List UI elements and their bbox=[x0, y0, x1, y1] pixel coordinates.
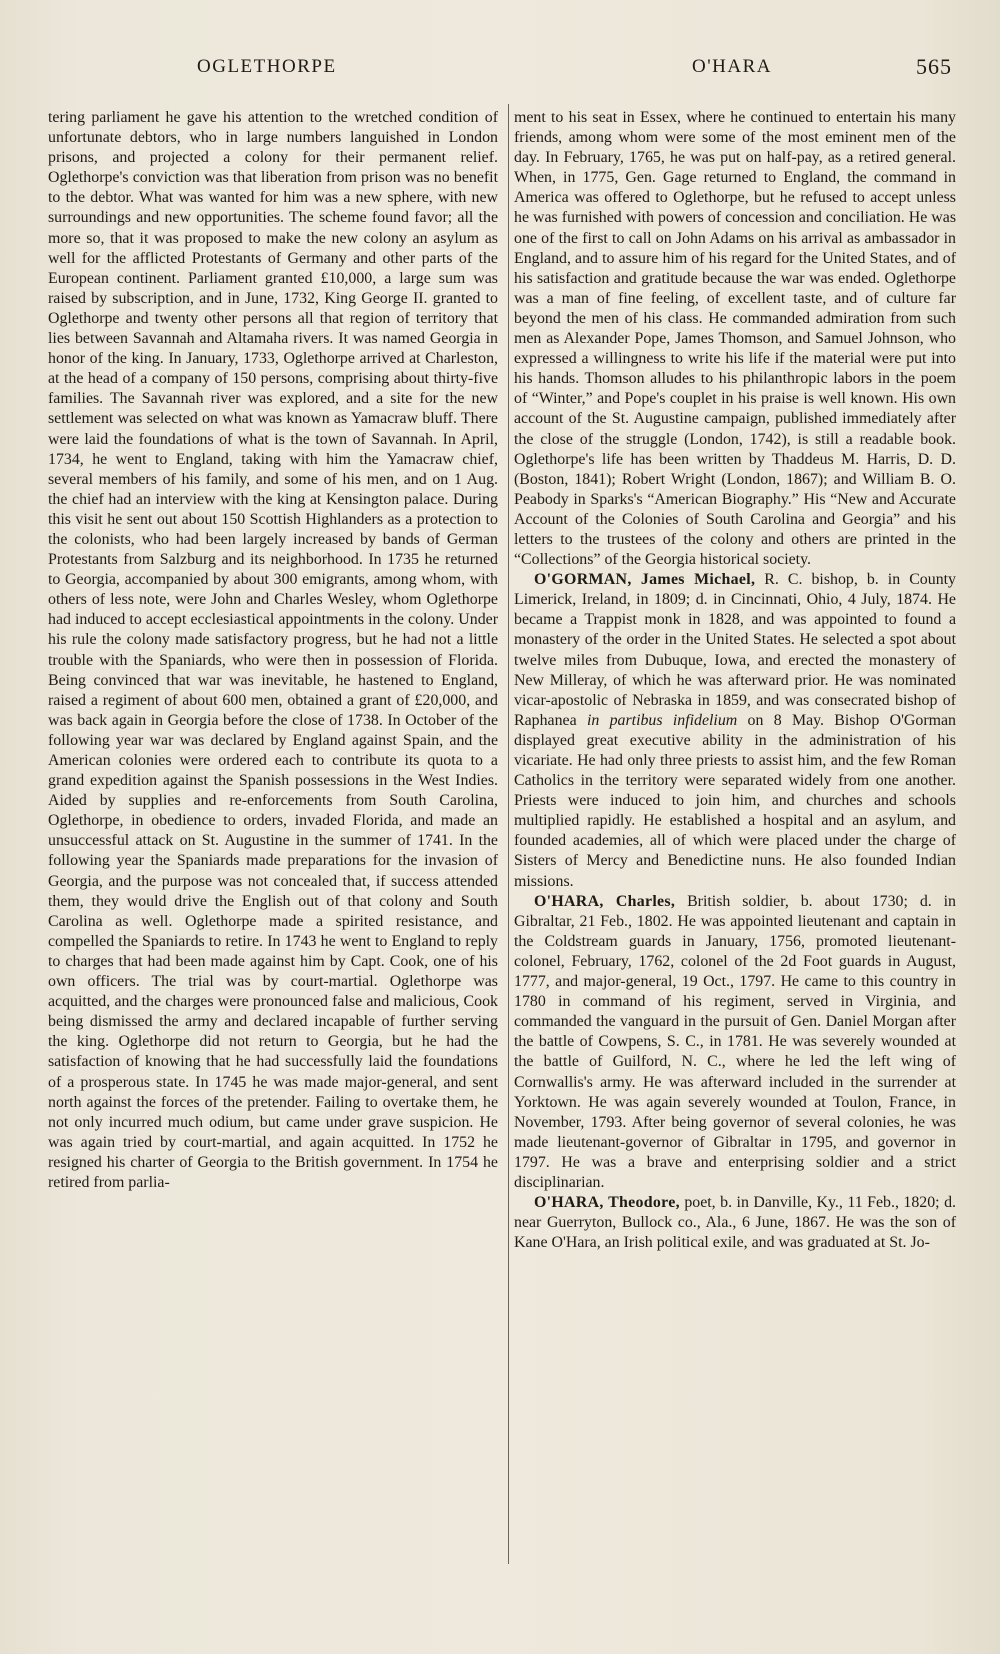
entry-ohara-charles bbox=[514, 892, 956, 1193]
oglethorpe-entry-end: ment to his seat in Essex, where he continued to entertain his many friends, among whom were some of the most eminent men of the day. In February, 1765, he was put on half-pay, as a retired general. When, in 1775, Gen. Gage returned to England, the command in America was offered to Oglethorpe, but he refused to accept unless he was furnished with powers of concession and conciliation. He was one of the first to call on John Adams on his arrival as ambassador in England, and to assure him of his regard for the United States, and of his satisfaction and gratitude because the war was ended. Oglethorpe was a man of fine feeling, of excellent taste, and of culture far beyond the men of his class. He commanded admiration from such men as Alexander Pope, James Thomson, and Samuel Johnson, who expressed a willingness to write his life if the material were put into his hands. Thomson alludes to his philanthropic labors in the poem of “Winter,” and Pope's couplet in his praise is well known. His own account of the St. Augustine campaign, published immediately after the close of the struggle (London, 1742), is still a readable book. Oglethorpe's life has been written by Thaddeus M. Harris, D. D. (Boston, 1841); Robert Wright (London, 1867); and William B. O. Peabody in Sparks's “American Biography.” His “New and Accurate Account of the Colonies of South Carolina and Georgia” and his letters to the trustees of the colony and others are printed in the “Collections” of the Georgia historical society. bbox=[514, 109, 956, 569]
right-column bbox=[514, 108, 956, 1253]
entry-ogorman bbox=[514, 570, 956, 892]
left-column bbox=[48, 108, 498, 1193]
entry-text: poet, b. in Danville, Ky., 11 Feb., 1820; d. near Guerryton, Bullock co., Ala., 6 June, 1867. He was the son of Kane O'Hara, an Irish political exile, and was graduated at St. Jo- bbox=[514, 1194, 956, 1252]
running-header bbox=[0, 56, 1000, 86]
header-right-title: O'HARA bbox=[692, 56, 772, 77]
entry-text: British soldier, b. about 1730; d. in Gibraltar, 21 Feb., 1802. He was appointed lieutenant and captain in the Coldstream guards in January, 1756, promoted lieutenant-colonel, February, 1762, colonel of the 2d Foot guards in August, 1777, and major-general, 19 Oct., 1797. He came to this country in 1780 in command of his regiment, served in Virginia, and commanded the vanguard in the pursuit of Gen. Daniel Morgan after the battle of Cowpens, S. C., in 1781. He was severely wounded at the battle of Guilford, N. C., where he led the left wing of Cornwallis's army. He was afterward included in the surrender at Yorktown. He was again severely wounded at Toulon, France, in November, 1793. After being governor of several colonies, he was made lieutenant-governor of Gibraltar in 1795, and governor in 1797. He was a brave and enterprising soldier and a strict disciplinarian. bbox=[514, 892, 956, 1191]
entry-headword: O'HARA, Theodore, bbox=[534, 1194, 680, 1212]
column-divider bbox=[508, 104, 509, 1564]
entry-text: on 8 May. Bishop O'Gorman displayed great executive ability in the administration of his vicariate. He had only three priests to assist him, and the few Roman Catholics in the territory were separated widely from one another. Priests were induced to join him, and churches and schools multiplied rapidly. He established a hospital and an asylum, and founded academies, all of which were placed under the charge of Sisters of Mercy and Benedictine nuns. He also founded Indian missions. bbox=[514, 711, 957, 890]
entry-headword: O'HARA, Charles, bbox=[534, 892, 676, 910]
entry-headword: O'GORMAN, James Michael, bbox=[534, 571, 756, 589]
entry-italic-phrase: in partibus infidelium bbox=[586, 711, 738, 729]
entry-ohara-theodore bbox=[514, 1193, 956, 1253]
header-left-title: OGLETHORPE bbox=[197, 56, 337, 77]
oglethorpe-entry-continued: tering parliament he gave his attention to the wretched condition of unfortunate debtors, who in large numbers languished in London prisons, and projected a colony for their permanent relief. Oglethorpe's conviction was that liberation from prison was no benefit to the debtor. What was wanted for him was a new sphere, with new surroundings and new opportunities. The scheme found favor; all the more so, that it was proposed to make the new colony an asylum as well for the afflicted Protestants of Germany and other parts of the European continent. Parliament granted £10,000, a large sum was raised by subscription, and in June, 1732, King George II. granted to Oglethorpe and twenty other persons all that region of territory that lies between Savannah and Altamaha rivers. It was named Georgia in honor of the king. In January, 1733, Oglethorpe arrived at Charleston, at the head of a company of 150 persons, comprising about thirty-five families. The Savannah river was explored, and a site for the new settlement was selected on what was known as Yamacraw bluff. There were laid the foundations of what is the town of Savannah. In April, 1734, he went to England, taking with him the Yamacraw chief, several members of his family, and some of his men, and on 1 Aug. the chief had an interview with the king at Kensington palace. During this visit he sent out about 150 Scottish Highlanders as a protection to the colonists, who had been largely increased by bands of German Protestants from Salzburg and its neighborhood. In 1735 he returned to Georgia, accompanied by about 300 emigrants, among whom, with others of less note, were John and Charles Wesley, whom Oglethorpe had induced to accept ecclesiastical appointments in the colony. Under his rule the colony made satisfactory progress, but he had not a little trouble with the Spaniards, who were then in possession of Florida. Being convinced that war was inevitable, he hastened to England, raised a regiment of about 600 men, obtained a grant of £20,000, and was back again in Georgia before the close of 1738. In October of the following year war was declared by England against Spain, and the American colonies were ordered each to contribute its quota to a grand expedition against the Spanish possessions in the West Indies. Aided by supplies and re-enforcements from South Carolina, Oglethorpe, in obedience to orders, invaded Florida, and made an unsuccessful attack on St. Augustine in the summer of 1741. In the following year the Spaniards made preparations for the invasion of Georgia, and the purpose was not concealed that, if success attended them, they would drive the English out of that colony and South Carolina as well. Oglethorpe made a spirited resistance, and compelled the Spaniards to retire. In 1743 he went to England to reply to charges that had been made against him by Capt. Cook, one of his own officers. The trial was by court-martial. Oglethorpe was acquitted, and the charges were pronounced false and malicious, Cook being dismissed the army and declared incapable of further serving the king. Oglethorpe did not return to Georgia, but he had the satisfaction of knowing that he had successfully laid the foundations of a prosperous state. In 1745 he was made major-general, and sent north against the forces of the pretender. Failing to overtake them, he not only incurred much odium, but came under grave suspicion. He was again tried by court-martial, and again acquitted. In 1752 he resigned his charter of Georgia to the British government. In 1754 he retired from parlia- bbox=[48, 109, 498, 1191]
entry-text: R. C. bishop, b. in County Limerick, Ireland, in 1809; d. in Cincinnati, Ohio, 4 July, 1874. He became a Trappist monk in 1828, and was appointed to found a monastery of the order in the United States. He selected a spot about twelve miles from Dubuque, Iowa, and erected the monastery of New Milleray, of which he was afterward prior. He was nominated vicar-apostolic of Nebraska in 1859, and was consecrated bishop of Raphanea bbox=[514, 571, 956, 729]
page-number: 565 bbox=[916, 54, 952, 79]
